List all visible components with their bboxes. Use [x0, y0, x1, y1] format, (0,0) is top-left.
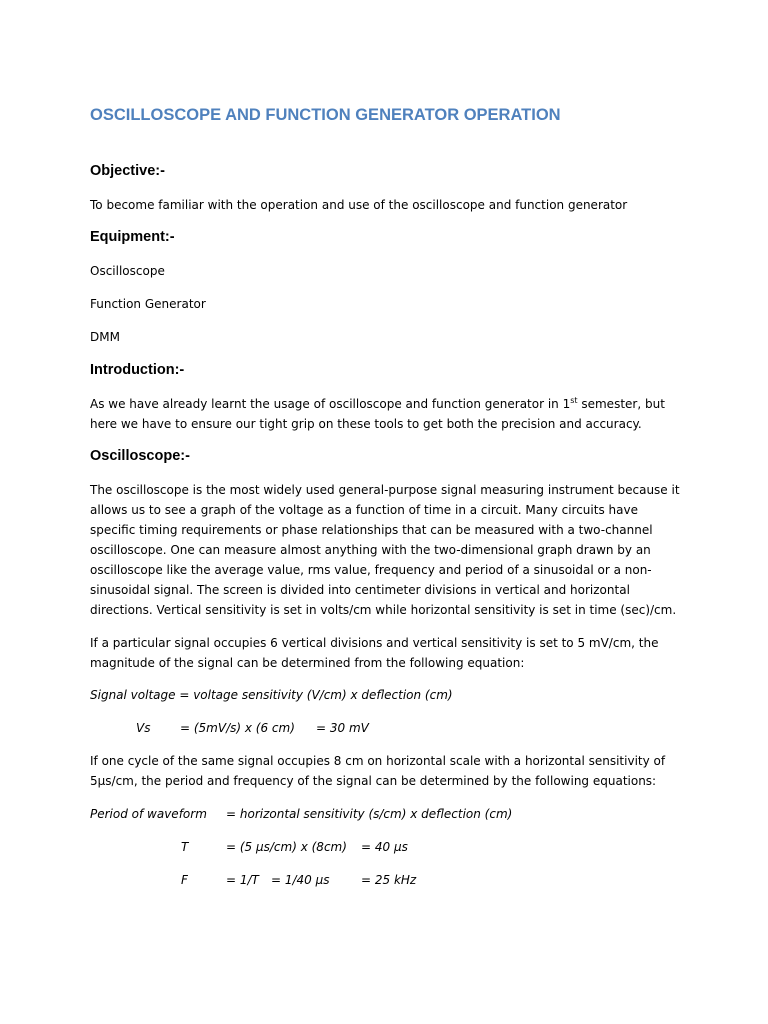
equation-lhs: T — [181, 840, 189, 854]
equation-mid: = (5 µs/cm) x (8cm) — [226, 840, 347, 854]
objective-heading: Objective:- — [90, 163, 165, 179]
equipment-item: DMM — [90, 330, 120, 344]
equation-lhs: F — [181, 873, 188, 887]
introduction-text — [90, 394, 682, 434]
objective-text: To become familiar with the operation and use of the oscilloscope and function generator — [90, 198, 628, 212]
oscilloscope-paragraph: The oscilloscope is the most widely used general-purpose signal measuring instrument because it allows us to see a graph of the voltage as a function of time in a circuit. Many circuits have specific timing requirements or phase relationships that can be measured with a two-channel oscilloscope. One can measure almost anything with the two-dimensional graph drawn by an oscilloscope like the average value, rms value, frequency and period of a sinusoidal or a non-sinusoidal signal. The screen is divided into centimeter divisions in vertical and horizontal directions. Vertical sensitivity is set in volts/cm while horizontal sensitivity is set in time (sec)/cm. — [90, 483, 680, 617]
introduction-heading: Introduction:- — [90, 362, 185, 378]
equation-mid: = (5mV/s) x (6 cm) — [180, 721, 295, 735]
oscilloscope-heading: Oscilloscope:- — [90, 448, 190, 464]
oscilloscope-paragraph: If a particular signal occupies 6 vertical divisions and vertical sensitivity is set to 5 mV/cm, the magnitude of the signal can be determined from the following equation: — [90, 636, 659, 670]
introduction-text-part: As we have already learnt the usage of oscilloscope and function generator in 1 — [90, 397, 571, 411]
equation: Signal voltage = voltage sensitivity (V/cm) x deflection (cm) — [90, 688, 453, 702]
equipment-item: Oscilloscope — [90, 264, 165, 278]
equation-mid: = 1/40 µs — [271, 873, 330, 887]
equation-rhs: = 30 mV — [316, 721, 369, 735]
equation-mid: = 1/T — [226, 873, 259, 887]
equation-lhs: Vs — [136, 721, 151, 735]
oscilloscope-paragraph: If one cycle of the same signal occupies 8 cm on horizontal scale with a horizontal sensitivity of 5µs/cm, the period and frequency of the signal can be determined by the following equations: — [90, 754, 666, 788]
superscript: st — [570, 396, 578, 405]
equation-rhs: = 25 kHz — [361, 873, 417, 887]
equation-rhs: = horizontal sensitivity (s/cm) x deflection (cm) — [226, 807, 513, 821]
introduction-text-part: semester, but here we have to ensure our tight grip on these tools to get both the precision and accuracy. — [90, 397, 665, 431]
equipment-item: Function Generator — [90, 297, 206, 311]
equation-lhs: Period of waveform — [90, 807, 207, 821]
equipment-heading: Equipment:- — [90, 229, 175, 245]
equation-rhs: = 40 µs — [361, 840, 408, 854]
document-title: OSCILLOSCOPE AND FUNCTION GENERATOR OPERATION — [90, 106, 561, 124]
